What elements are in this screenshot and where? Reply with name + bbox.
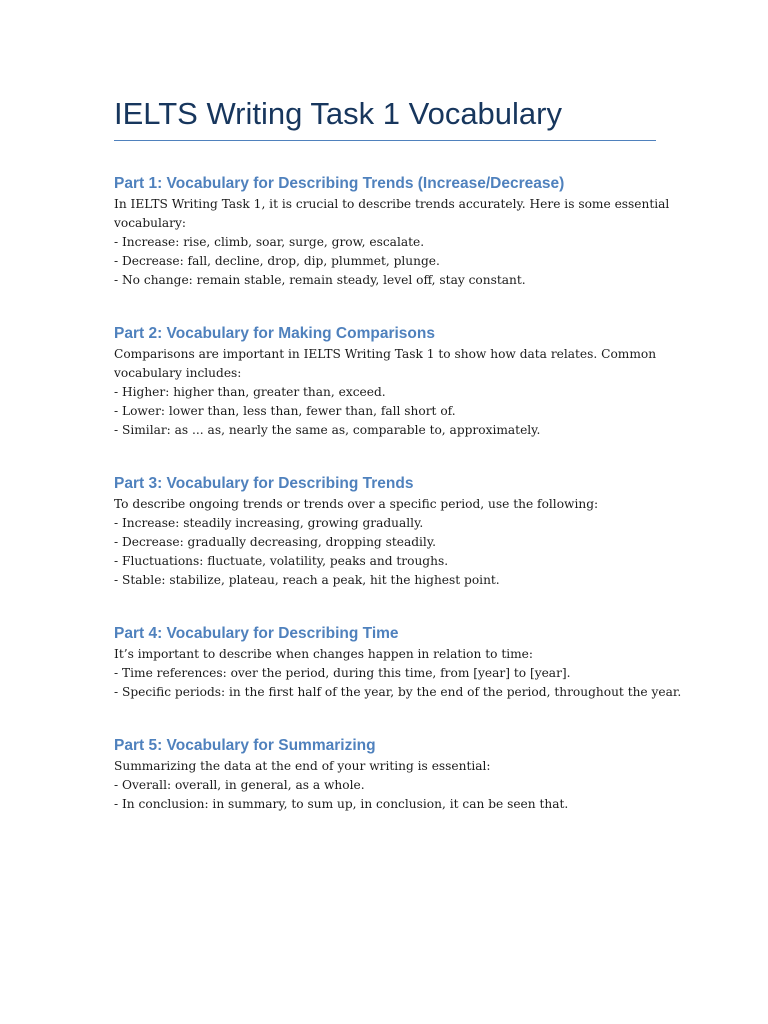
section-heading: Part 4: Vocabulary for Describing Time [114,625,399,642]
list-item: - Overall: overall, in general, as a whole. [114,778,365,792]
section-intro-line: vocabulary: [114,216,186,230]
list-item: - Increase: rise, climb, soar, surge, grow, escalate. [114,235,425,249]
list-item: - Decrease: fall, decline, drop, dip, plummet, plunge. [114,254,440,268]
list-item: - In conclusion: in summary, to sum up, in conclusion, it can be seen that. [114,797,569,811]
list-item: - Specific periods: in the first half of the year, by the end of the period, throughout the year. [114,685,682,699]
list-item: - Increase: steadily increasing, growing gradually. [114,516,424,530]
section-part-5 [114,735,656,814]
section-intro-line: In IELTS Writing Task 1, it is crucial to describe trends accurately. Here is some essential [114,197,670,211]
section-part-3 [114,473,656,590]
section-part-1 [114,173,670,290]
document-page [114,0,682,814]
list-item: - Stable: stabilize, plateau, reach a peak, hit the highest point. [114,573,500,587]
list-item: - Fluctuations: fluctuate, volatility, peaks and troughs. [114,554,449,568]
section-heading: Part 5: Vocabulary for Summarizing [114,737,376,754]
section-heading: Part 1: Vocabulary for Describing Trends (Increase/Decrease) [114,175,565,192]
list-item: - Lower: lower than, less than, fewer than, fall short of. [114,404,456,418]
list-item: - Similar: as ... as, nearly the same as, comparable to, approximately. [114,423,541,437]
list-item: - No change: remain stable, remain steady, level off, stay constant. [114,273,526,287]
list-item: - Time references: over the period, during this time, from [year] to [year]. [114,666,571,680]
section-intro-line: Comparisons are important in IELTS Writing Task 1 to show how data relates. Common [114,347,657,361]
section-body [114,495,656,590]
section-intro-line: vocabulary includes: [114,366,242,380]
section-body [114,195,670,290]
section-heading: Part 3: Vocabulary for Describing Trends [114,475,414,492]
section-heading: Part 2: Vocabulary for Making Comparisons [114,325,435,342]
section-intro-line: To describe ongoing trends or trends over a specific period, use the following: [114,497,599,511]
section-part-2 [114,323,656,440]
section-intro-line: It’s important to describe when changes happen in relation to time: [114,647,533,661]
title-divider [114,140,656,141]
section-body [114,757,656,814]
document-title: IELTS Writing Task 1 Vocabulary [114,96,562,131]
list-item: - Decrease: gradually decreasing, dropping steadily. [114,535,436,549]
section-body [114,645,682,702]
section-body [114,345,656,440]
section-part-4 [114,623,682,702]
list-item: - Higher: higher than, greater than, exceed. [114,385,386,399]
section-intro-line: Summarizing the data at the end of your writing is essential: [114,759,491,773]
